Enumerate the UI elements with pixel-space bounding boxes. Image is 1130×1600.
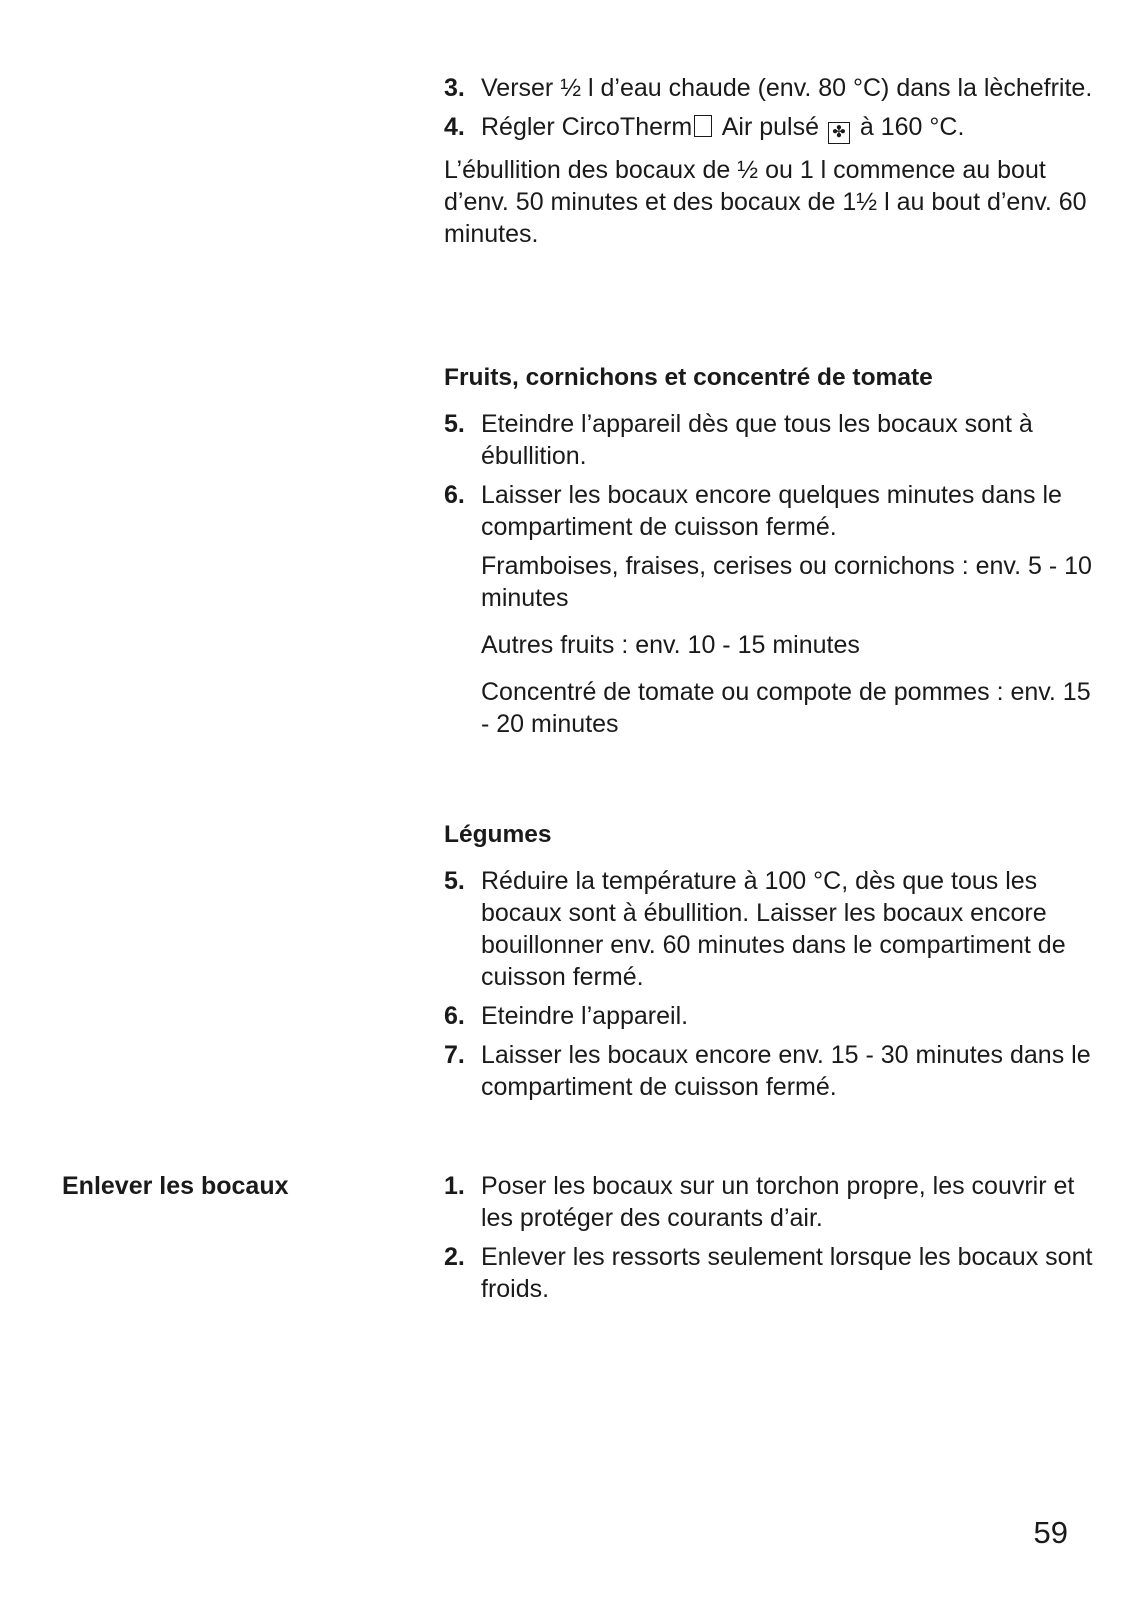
note-tomato: Concentré de tomate ou compote de pommes : env. 15 - 20 minutes	[481, 678, 1091, 738]
boiling-paragraph: L’ébullition des bocaux de ½ ou 1 l commence au bout d’env. 50 minutes et des bocaux de 1½ l au bout d’env. 60 minutes.	[444, 156, 1087, 248]
section-vegetables	[444, 819, 1094, 1110]
section-heading-vegetables: Légumes	[444, 821, 552, 848]
step-text-post: à 160 °C.	[852, 113, 965, 141]
step-number: 6.	[444, 1002, 465, 1030]
step-3	[444, 72, 1094, 104]
step-5	[444, 865, 1094, 993]
step-number: 3.	[444, 74, 465, 102]
step-number: 5.	[444, 867, 465, 895]
section-intro-steps	[444, 72, 1094, 265]
section-heading-fruits: Fruits, cornichons et concentré de tomate	[444, 364, 933, 391]
step-5	[444, 408, 1094, 472]
step-text-pre: Régler CircoTherm	[481, 113, 693, 141]
step-number: 4.	[444, 113, 465, 141]
step-4	[444, 111, 1094, 144]
circotherm-symbol-icon	[694, 115, 712, 137]
step-number: 1.	[444, 1172, 465, 1200]
step-text-mid: Air pulsé	[716, 113, 826, 141]
step-number: 2.	[444, 1243, 465, 1271]
step-number: 6.	[444, 481, 465, 509]
step-text: Réduire la température à 100 °C, dès que tous les bocaux sont à ébullition. Laisser les bocaux encore bouillonner env. 60 minutes dans le compartiment de cuisson fermé.	[481, 867, 1066, 991]
side-heading-remove-jars: Enlever les bocaux	[62, 1172, 289, 1200]
step-1	[444, 1170, 1094, 1234]
step-text: Eteindre l’appareil.	[481, 1002, 689, 1030]
step-6	[444, 479, 1094, 543]
step-number: 7.	[444, 1041, 465, 1069]
note-other-fruits: Autres fruits : env. 10 - 15 minutes	[481, 631, 860, 659]
step-text: Poser les bocaux sur un torchon propre, les couvrir et les protéger des courants d’air.	[481, 1172, 1075, 1232]
step-text	[481, 111, 1094, 144]
step-text: Enlever les ressorts seulement lorsque les bocaux sont froids.	[481, 1243, 1093, 1303]
step-text: Laisser les bocaux encore quelques minutes dans le compartiment de cuisson fermé.	[481, 481, 1062, 541]
page-number: 59	[1033, 1515, 1068, 1550]
step-7	[444, 1039, 1094, 1103]
step-2	[444, 1241, 1094, 1305]
step-text: Eteindre l’appareil dès que tous les bocaux sont à ébullition.	[481, 410, 1033, 470]
note-berries: Framboises, fraises, cerises ou cornichons : env. 5 - 10 minutes	[481, 552, 1092, 612]
step-6	[444, 1000, 1094, 1032]
fan-symbol-icon: ✤	[828, 122, 850, 144]
step-text: Verser ½ l d’eau chaude (env. 80 °C) dans la lèchefrite.	[481, 74, 1093, 102]
step-text: Laisser les bocaux encore env. 15 - 30 minutes dans le compartiment de cuisson fermé.	[481, 1041, 1091, 1101]
section-fruits	[444, 362, 1094, 755]
step-number: 5.	[444, 410, 465, 438]
section-remove-jars	[444, 1170, 1094, 1312]
